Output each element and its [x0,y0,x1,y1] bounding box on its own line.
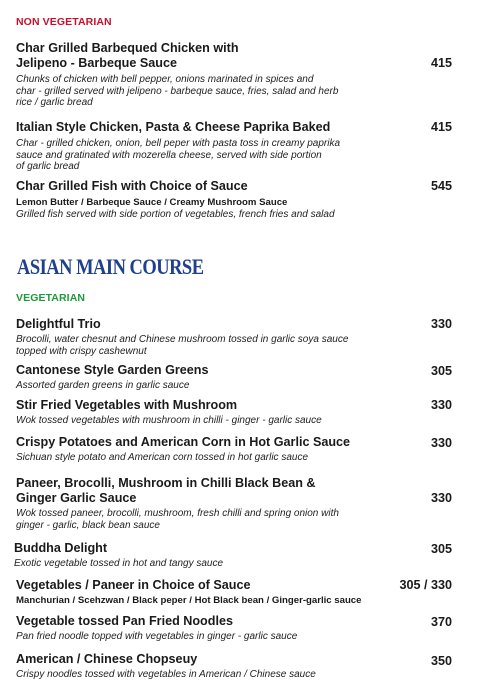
item-description: Assorted garden greens in garlic sauce [16,380,190,391]
item-price: 415 [430,56,452,70]
menu-item [16,578,361,607]
menu-item [16,614,297,643]
section-label-vegetarian: VEGETARIAN [16,292,86,304]
item-name: Char Grilled Barbequed Chicken with [16,41,239,55]
menu-item [16,120,340,173]
menu-item [16,476,339,531]
item-name: Vegetable tossed Pan Fried Noodles [16,614,233,628]
item-description: Brocolli, water chesnut and Chinese mushroom tossed in garlic soya sauce [16,334,349,345]
menu-item [16,179,335,220]
item-name: Buddha Delight [14,541,108,555]
item-price: 415 [430,120,452,134]
item-description: Chunks of chicken with bell pepper, onions marinated in spices and [16,74,314,85]
item-price: 305 [430,542,452,556]
item-name: Char Grilled Fish with Choice of Sauce [16,179,248,193]
item-price: 305 / 330 [399,578,452,592]
menu-item [16,41,338,109]
menu-item [16,652,316,681]
section-label-non-vegetarian: NON VEGETARIAN [16,16,112,28]
item-description: Wok tossed paneer, brocolli, mushroom, fresh chilli and spring onion with [16,508,339,519]
section-heading-asian-main-course: ASIAN MAIN COURSE [17,254,204,279]
item-name: Cantonese Style Garden Greens [16,363,209,377]
item-description: Pan fried noodle topped with vegetables in ginger - garlic sauce [16,631,298,642]
item-description: Exotic vegetable tossed in hot and tangy sauce [14,558,224,569]
item-name: Vegetables / Paneer in Choice of Sauce [16,578,251,592]
item-name: Paneer, Brocolli, Mushroom in Chilli Black Bean & [16,476,316,490]
item-description: char - grilled served with jelipeno - barbeque sauce, fries, salad and herb [16,85,339,97]
item-description: Char - grilled chicken, onion, bell peper with pasta toss in creamy paprika [16,138,341,149]
menu-item [16,317,348,357]
item-name: Stir Fried Vegetables with Mushroom [16,398,238,412]
item-description: sauce and gratinated with mozerella cheese, served with side portion [16,149,322,161]
item-name: Ginger Garlic Sauce [16,491,137,505]
item-description: topped with crispy cashewnut [16,345,147,357]
item-name: Italian Style Chicken, Pasta & Cheese Paprika Baked [16,120,331,134]
menu-item [16,363,208,392]
item-price: 330 [430,398,452,412]
item-price: 370 [430,615,452,629]
menu-item [16,398,322,427]
item-description: of garlic bread [16,161,80,173]
menu-item [16,435,350,464]
item-description: rice / garlic bread [16,97,93,109]
menu-item [14,541,223,570]
item-name: Crispy Potatoes and American Corn in Hot Garlic Sauce [16,435,351,449]
item-description: ginger - garlic, black bean sauce [16,519,160,531]
item-price: 330 [430,491,452,505]
item-name: Jelipeno - Barbeque Sauce [16,56,177,70]
item-price: 330 [430,436,452,450]
item-price: 545 [430,179,452,193]
item-sauce-options: Lemon Butter / Barbeque Sauce / Creamy Mushroom Sauce [16,197,288,208]
item-name: Delightful Trio [16,317,101,331]
item-description: Crispy noodles tossed with vegetables in American / Chinese sauce [16,669,316,680]
item-price: 305 [430,364,452,378]
item-name: American / Chinese Chopseuy [16,652,198,666]
item-description: Sichuan style potato and American corn tossed in hot garlic sauce [16,452,309,463]
item-price: 330 [430,317,452,331]
item-price: 350 [430,654,452,668]
item-sauce-options: Manchurian / Scehzwan / Black peper / Hot Black bean / Ginger-garlic sauce [16,595,362,606]
item-description: Grilled fish served with side portion of vegetables, french fries and salad [16,208,335,220]
item-description: Wok tossed vegetables with mushroom in chilli - ginger - garlic sauce [16,415,322,426]
